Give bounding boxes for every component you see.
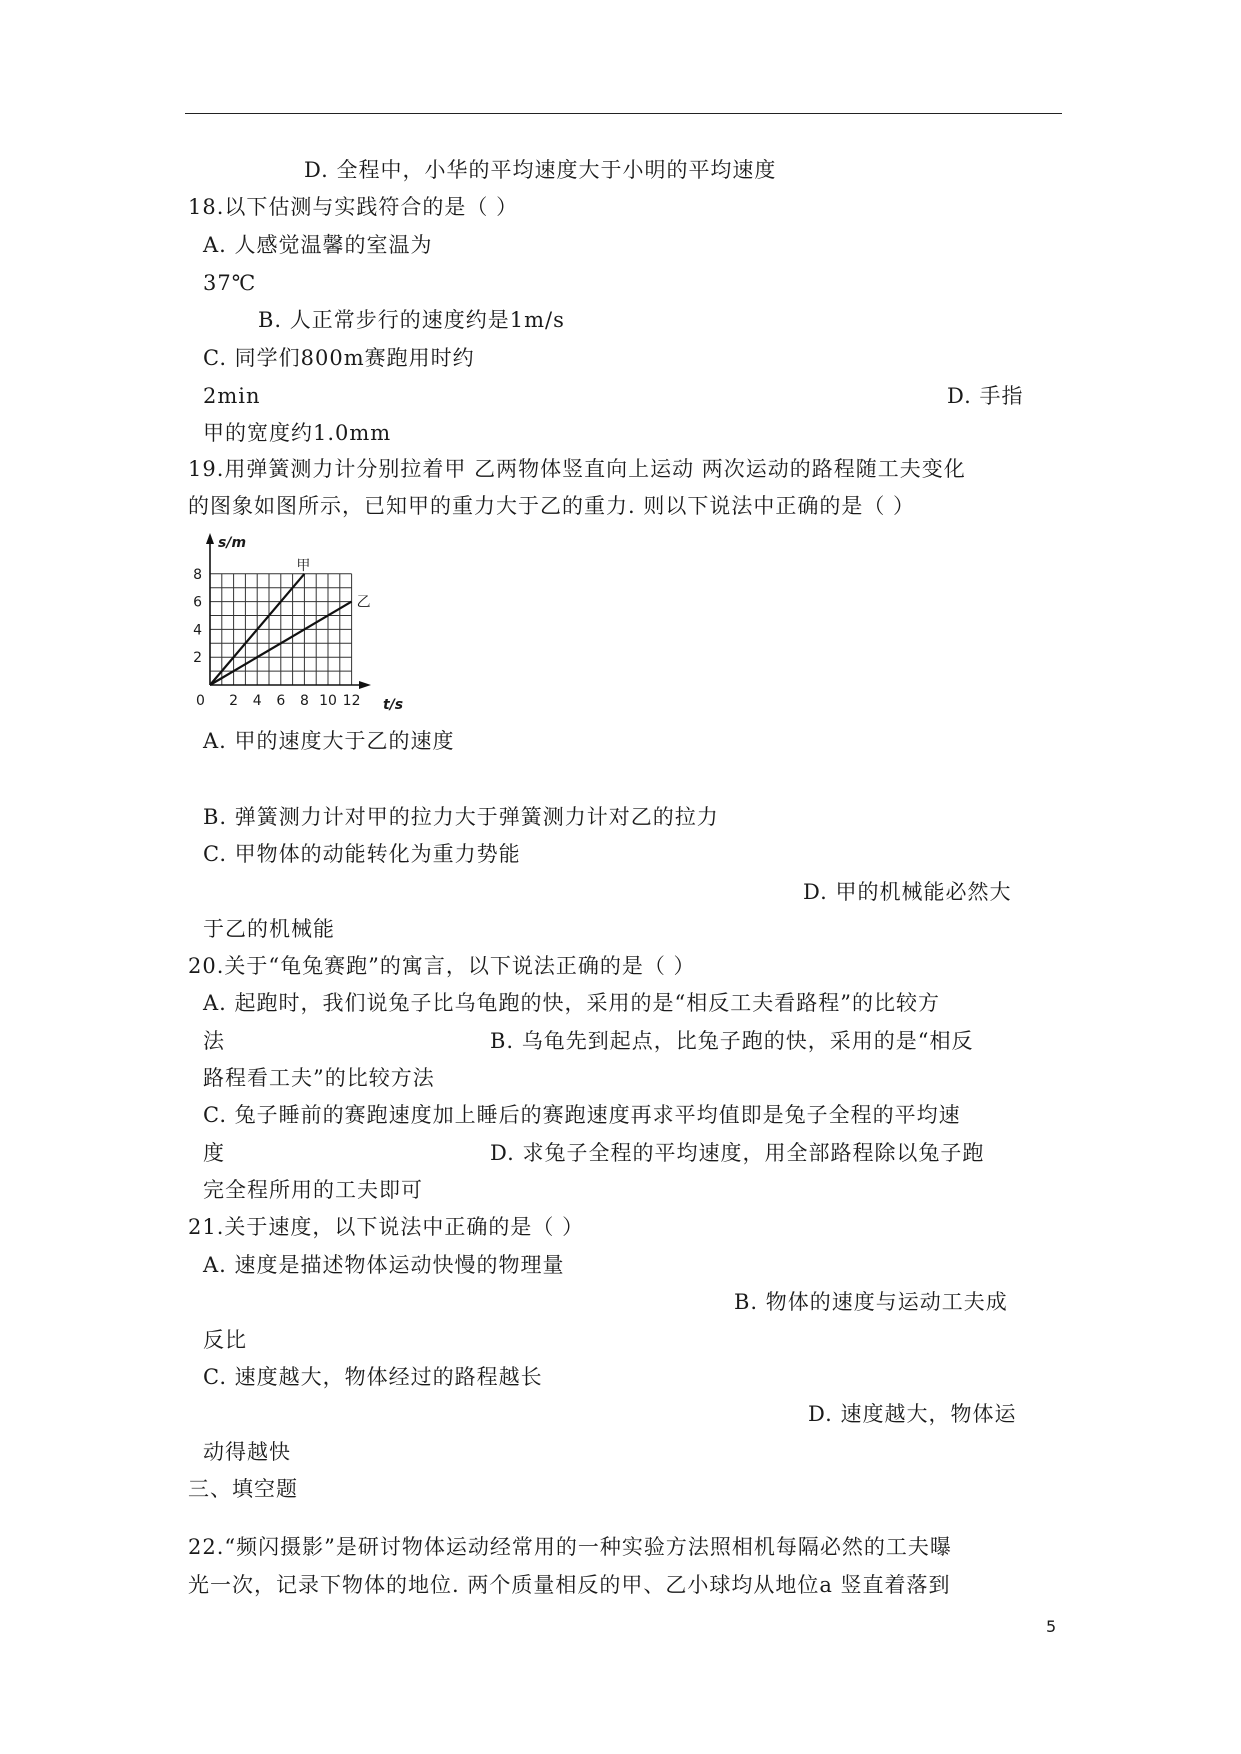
q18-stem: 18.以下估测与实践符合的是（ ） [188, 195, 519, 219]
x-tick-label: 12 [342, 693, 361, 709]
chart-axes [206, 533, 371, 689]
q21-option-c: C. 速度越大，物体经过的路程越长 [203, 1365, 543, 1389]
q21-option-a: A. 速度是描述物体运动快慢的物理量 [203, 1253, 565, 1277]
q18-option-d: D. 手指 [947, 384, 1024, 408]
q20-option-a: A. 起跑时，我们说兔子比乌龟跑的快，采用的是“相反工夫看路程”的比较方 [203, 991, 940, 1015]
q19-stem-cont: 的图象如图所示，已知甲的重力大于乙的重力. 则以下说法中正确的是（ ） [188, 494, 916, 518]
q18-option-d-cont: 甲的宽度约1.0mm [203, 421, 392, 445]
x-tick-label: 2 [229, 693, 239, 709]
q22-stem: 22.“频闪摄影”是研讨物体运动经常用的一种实验方法照相机每隔必然的工夫曝 [188, 1535, 952, 1559]
q20-option-b: B. 乌龟先到起点，比兔子跑的快，采用的是“相反 [490, 1029, 974, 1053]
q20-stem: 20.关于“龟兔赛跑”的寓言，以下说法正确的是（ ） [188, 954, 696, 978]
q21-option-d: D. 速度越大，物体运 [808, 1402, 1017, 1426]
q20-option-a-cont: 法 [203, 1029, 225, 1053]
q20-option-d-cont: 完全程所用的工夫即可 [203, 1178, 423, 1202]
q21-option-b: B. 物体的速度与运动工夫成 [734, 1290, 1008, 1314]
y-axis-label: s/m [218, 535, 247, 551]
q19-option-d-cont: 于乙的机械能 [203, 917, 335, 941]
q19-option-d: D. 甲的机械能必然大 [803, 880, 1012, 904]
y-tick-label: 2 [193, 650, 202, 667]
q18-option-c-cont: 2min [203, 384, 261, 408]
q18-option-a: A. 人感觉温馨的室温为 [203, 233, 433, 257]
q21-stem: 21.关于速度，以下说法中正确的是（ ） [188, 1215, 585, 1239]
q18-option-b: B. 人正常步行的速度约是1m/s [258, 308, 565, 332]
y-tick-label: 6 [193, 594, 202, 611]
y-tick-label: 8 [193, 566, 202, 583]
distance-time-chart [190, 530, 410, 720]
x-tick-label: 6 [276, 693, 286, 709]
series-label: 乙 [356, 594, 371, 611]
x-axis-label: t/s [383, 697, 404, 713]
q19-stem: 19.用弹簧测力计分别拉着甲 乙两物体竖直向上运动 两次运动的路程随工夫变化 [188, 457, 966, 481]
header-rule [185, 113, 1062, 114]
q20-option-c-cont: 度 [203, 1141, 225, 1165]
series-label: 甲 [296, 557, 311, 574]
q18-option-a-cont: 37℃ [203, 271, 257, 295]
q18-option-c: C. 同学们800m赛跑用时约 [203, 346, 475, 370]
x-tick-label: 4 [252, 693, 262, 709]
q20-option-d: D. 求兔子全程的平均速度，用全部路程除以兔子跑 [490, 1141, 985, 1165]
y-axis-arrow [206, 533, 214, 544]
q20-option-c: C. 兔子睡前的赛跑速度加上睡后的赛跑速度再求平均值即是兔子全程的平均速 [203, 1103, 961, 1127]
q21-option-b-cont: 反比 [203, 1328, 247, 1352]
q19-option-a: A. 甲的速度大于乙的速度 [203, 729, 455, 753]
section-heading-fill-in: 三、填空题 [188, 1477, 298, 1501]
q22-stem-cont: 光一次，记录下物体的地位. 两个质量相反的甲、乙小球均从地位a 竖直着落到 [188, 1573, 951, 1597]
x-tick-label: 0 [196, 693, 205, 709]
y-tick-label: 4 [193, 622, 202, 639]
x-axis-arrow [359, 681, 371, 689]
q17-option-d: D. 全程中，小华的平均速度大于小明的平均速度 [304, 158, 777, 182]
x-tick-label: 8 [299, 693, 309, 709]
page-number: 5 [1046, 1617, 1057, 1636]
q19-option-b: B. 弹簧测力计对甲的拉力大于弹簧测力计对乙的拉力 [203, 805, 719, 829]
q20-option-b-cont: 路程看工夫”的比较方法 [203, 1066, 435, 1090]
chart-grid [210, 574, 352, 685]
q21-option-d-cont: 动得越快 [203, 1440, 291, 1464]
q19-option-c: C. 甲物体的动能转化为重力势能 [203, 842, 521, 866]
x-tick-label: 10 [319, 693, 337, 709]
